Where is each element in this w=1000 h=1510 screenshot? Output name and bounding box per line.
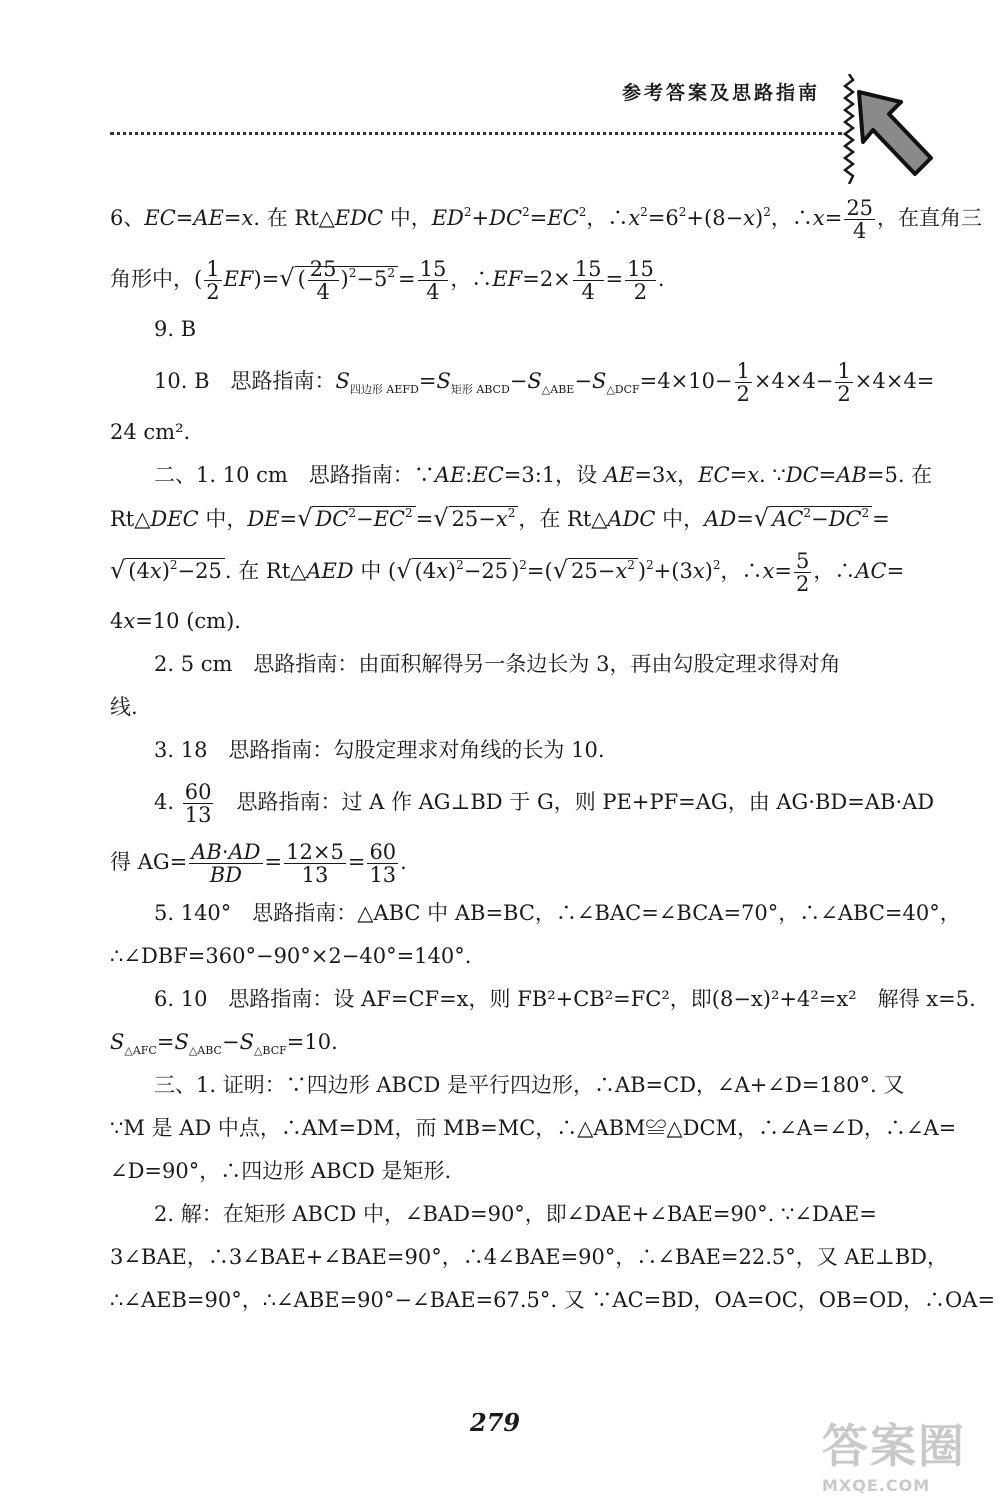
s2-q4-line-2: 得 AG= $\frac{AB\cdot AD}{BD}$ = $\frac{12\times 5}{13}$ = $\frac{60}{13}$ . (110, 840, 407, 887)
arrow-pointer-icon (855, 88, 935, 180)
s2-q1-line-1: 二、1. 10 cm 思路指南：∵AE:EC=3:1，设 AE=3x，EC=x. ∵DC=AB=5. 在 (154, 463, 933, 487)
header-dotted-rule (110, 132, 842, 135)
page-number: 279 (470, 1408, 521, 1437)
s3-q2-line-3: ∴∠AEB=90°，∴∠ABE=90°−∠BAE=67.5°. 又 ∵AC=BD，OA=OC，OB=OD，∴OA= (110, 1288, 996, 1312)
q6-line-1: 6、EC=AE=x. 在 Rt△EDC 中，$ED^2+DC^2=EC^2$，$\therefore x^2=6^2+(8-x)^2$，∴x= $\frac{25}{4}$ ，在直角三 (110, 196, 983, 243)
q6-line-2: 角形中，( $\frac{1}{2}$ EF)=√ ( $\frac{25}{4}$ )$^2-5^2$ = $\frac{15}{4}$ ，∴EF=2× $\frac{15}{4}$ = $\frac{15}{2}$ . (110, 257, 665, 304)
watermark-logo: 答案圈 (822, 1419, 966, 1473)
s2-q6-line-2: $S_{\triangle AFC}=S_{\triangle ABC}-S_{\triangle BCF}=10$. (110, 1030, 338, 1058)
fraction: $\frac{25}{4}$ (846, 196, 874, 243)
watermark-url: MXQE.COM (822, 1476, 931, 1495)
s3-q2-line-1: 2. 解：在矩形 ABCD 中，∠BAD=90°，即∠DAE+∠BAE=90°. ∵∠DAE= (154, 1202, 877, 1226)
s3-q1-line-1: 三、1. 证明：∵四边形 ABCD 是平行四边形，∴AB=CD，∠A+∠D=180°. 又 (154, 1073, 905, 1097)
s2-q4-line-1: 4. $\frac{60}{13}$ 思路指南：过 A 作 AG⊥BD 于 G，则 PE+PF=AG，由 AG·BD=AB·AD (154, 780, 935, 827)
s2-q2-line-2: 线. (110, 695, 138, 719)
s2-q3-line: 3. 18 思路指南：勾股定理求对角线的长为 10. (154, 738, 605, 762)
s2-q5-line-1: 5. 140° 思路指南：△ABC 中 AB=BC，∴∠BAC=∠BCA=70°，∴∠ABC=40°， (154, 901, 961, 925)
zigzag-border-icon (843, 74, 855, 184)
s2-q6-line-1: 6. 10 思路指南：设 AF=CF=x，则 FB²+CB²=FC²，即(8−x)²+4²=x² 解得 x=5. (154, 987, 976, 1011)
s3-q1-line-3: ∠D=90°，∴四边形 ABCD 是矩形. (110, 1159, 452, 1183)
answer-content (110, 188, 996, 1322)
s2-q1-line-3: √ $(4x)^2-25$ . 在 Rt△AED 中 (√ $(4x)^2-25$ )$^2$=(√ $25-x^2$ )$^2+(3x)^2$，∴x= $\frac{5}{2}$ ，∴AC= (110, 549, 905, 596)
s2-q1-line-2: Rt△DEC 中，DE=√ $DC^2-EC^2$ =√ $25-x^2$ ，在 Rt△ADC 中，AD=√ $AC^2-DC^2$ = (110, 504, 890, 532)
watermark (822, 1410, 982, 1495)
q10-line-2: 24 cm². (110, 420, 191, 444)
header-title: 参考答案及思路指南 (622, 82, 821, 104)
s2-q2-line-1: 2. 5 cm 思路指南：由面积解得另一条边长为 3，再由勾股定理求得对角 (154, 652, 841, 676)
q9-line: 9. B (154, 317, 197, 341)
q10-line-1: 10. B 思路指南：$S_{四边形 AEFD}=S_{矩形 ABCD}-S_{\triangle ABE}-S_{\triangle DCF}=4\times 10-$ $\frac{1}{2}$ ×4×4− $\frac{1}{2}$ ×4×4= (154, 359, 935, 406)
s3-q2-line-2: 3∠BAE，∴3∠BAE+∠BAE=90°，∴4∠BAE=90°，∴∠BAE=22.5°，又 AE⊥BD， (110, 1245, 948, 1269)
s2-q1-line-4: 4x=10 (cm). (110, 609, 241, 633)
s2-q5-line-2: ∴∠DBF=360°−90°×2−40°=140°. (110, 944, 472, 968)
s3-q1-line-2: ∵M 是 AD 中点，∴AM=DM，而 MB=MC，∴△ABM≌△DCM，∴∠A=∠D，∴∠A= (110, 1116, 957, 1140)
